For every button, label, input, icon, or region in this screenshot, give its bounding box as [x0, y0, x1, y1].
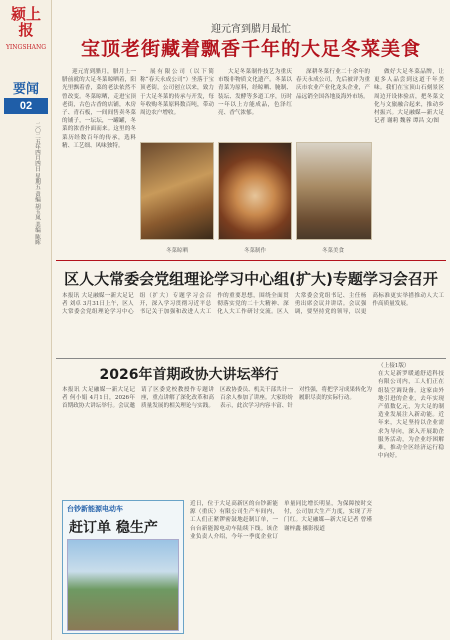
page-main [56, 0, 446, 640]
story3-headline: 2026年首期政协大讲坛举行 [99, 367, 279, 383]
story1-column-4 [296, 68, 370, 138]
masthead-title: 颍上报 [10, 5, 41, 39]
photo-caption-3: 冬菜美食 [322, 248, 345, 254]
story1-col4-text: 深耕冬菜行业二十余年的春天永成公司，先后被评为重庆市农业产业化龙头企业，产品远销全国各地及海外市场。 [296, 69, 370, 100]
feature-box-label: 台钞新能源电动车 [67, 504, 123, 513]
photo-caption-1: 冬菜晾晒 [166, 248, 189, 254]
photo-caption-2: 冬菜制作 [244, 248, 267, 254]
section-name: 要闻 [12, 82, 39, 97]
story2-body: 本报讯 大足融媒一新大足记者 刘卓 3月31日上午，区人大常委会党组理论学习中心组（扩大）专题学习会召开，深入学习贯彻习近平总书记关于加强和改进人大工作的重要思想，围绕全面贯彻落实党的二十大精神、深化人大工作研讨交流。区人大常委会党组书记、主任杨勇出席会议并讲话。会议强调，要坚持党的领导，以更高标准更实举措推动人大工作高质量发展。 [62, 293, 444, 316]
story3-right-text: 在大足新罗暖通舒适科技有限公司内，工人们正在组装空调设备。这家由外地引进的企业，去年实现产值数亿元，为大足的制造业发展注入新动能。近年来，大足坚持以企业需求为导向，深入开展助企服务活动，为企业纾困解难，推动全区经济运行稳中向好。 [378, 371, 444, 460]
photo-ev-factory [67, 539, 179, 631]
date-editor-line: 二〇二五年四月四日 星期五 责编 胡玉凤 美编 陈晖 [34, 122, 40, 246]
masthead-subtitle: YINGSHANG [5, 44, 47, 51]
masthead-logo [4, 6, 48, 56]
story1-col1-text: 迎元宵到腊月，腊月上一腊前就的大足冬菜晾晒着，阳光里飘着香，菜的老法依然不曾改变。冬菜晾晒，走进宝顶老街，古色古香的店铺，木房子、青石板，一间间售卖冬菜的铺子，一坛坛，一罐罐，冬菜的浓香扑面而来。这里的冬菜历经数百年的传承，选料精、工艺细、风味独特。 [62, 69, 136, 149]
story3-right-column [378, 362, 444, 632]
story1-kicker: 迎元宵到腊月最忙 [211, 24, 291, 35]
story1-column-2 [140, 68, 214, 138]
story1-col5-text: 做好大足冬菜品牌，让更多人品尝到这道千年美味。我们在宝顶山石刻景区周边开设体验店，把冬菜文化与文旅融合起来，推动乡村振兴。大足融媒—新大足记者 谢莉 魏蓉 谭昌 文/图 [374, 69, 444, 125]
feature-box-headline: 赶订单 稳生产 [69, 520, 158, 536]
photo-winter-vegetable-making [218, 142, 292, 240]
story1-column-1 [62, 68, 136, 248]
page-number: 02 [4, 98, 48, 114]
feature-box [62, 500, 184, 634]
continued-note: （上接1版） [378, 363, 410, 369]
page-sidebar [0, 0, 52, 640]
story1-column-5 [374, 68, 444, 248]
photo-winter-vegetable-drying [140, 142, 214, 240]
story1-headline: 宝顶老街藏着飘香千年的大足冬菜美食 [80, 38, 421, 60]
story1-column-3 [218, 68, 292, 138]
photo-winter-vegetable-dish [296, 142, 372, 240]
divider-rule [56, 260, 446, 261]
story1-col3-text: 大足冬菜制作技艺为重庆市级非物质文化遗产。冬菜以青菜为原料，经晾晒、腌制、装坛、发酵等多道工序，历时一年以上方能成品，色泽红亮、香气浓郁。 [218, 69, 292, 117]
story4-body: 近日，位于大足高新区的台钞新能源（重庆）有限公司生产车间内，工人们正紧锣密鼓地赶制订单，一台台新能源电动车陆续下线。该企业负责人介绍，今年一季度企业订单量同比增长明显，为保障按时交付，公司加大生产力度，实现了开门红。大足融媒—新大足记者 曾瑾 谢梓鑫 摄影报道 [190, 501, 372, 540]
story1-col2-text: 展有限公司（以下简称“春天永成公司”）坐落于宝顶老街，公司创立以来，致力于大足冬菜的传承与开发，每年收购冬菜原料数百吨，带动周边农户增收。 [140, 69, 214, 117]
story3-body: 本报讯 大足融媒一新大足记者 何小娟 4月1日，2026年首期政协大讲坛举行。会议邀请了区委党校教授作专题讲座，重点讲解了深化改革和高质量发展的相关理论与实践。区政协委员、机关干部共计一百余人参加了讲座。大家纷纷表示，此次学习内容丰富、针对性强，将把学习成果转化为履职尽责的实际行动。 [62, 387, 372, 410]
divider-rule [56, 358, 446, 359]
story2-headline: 区人大常委会党组理论学习中心组(扩大)专题学习会召开 [64, 270, 438, 288]
